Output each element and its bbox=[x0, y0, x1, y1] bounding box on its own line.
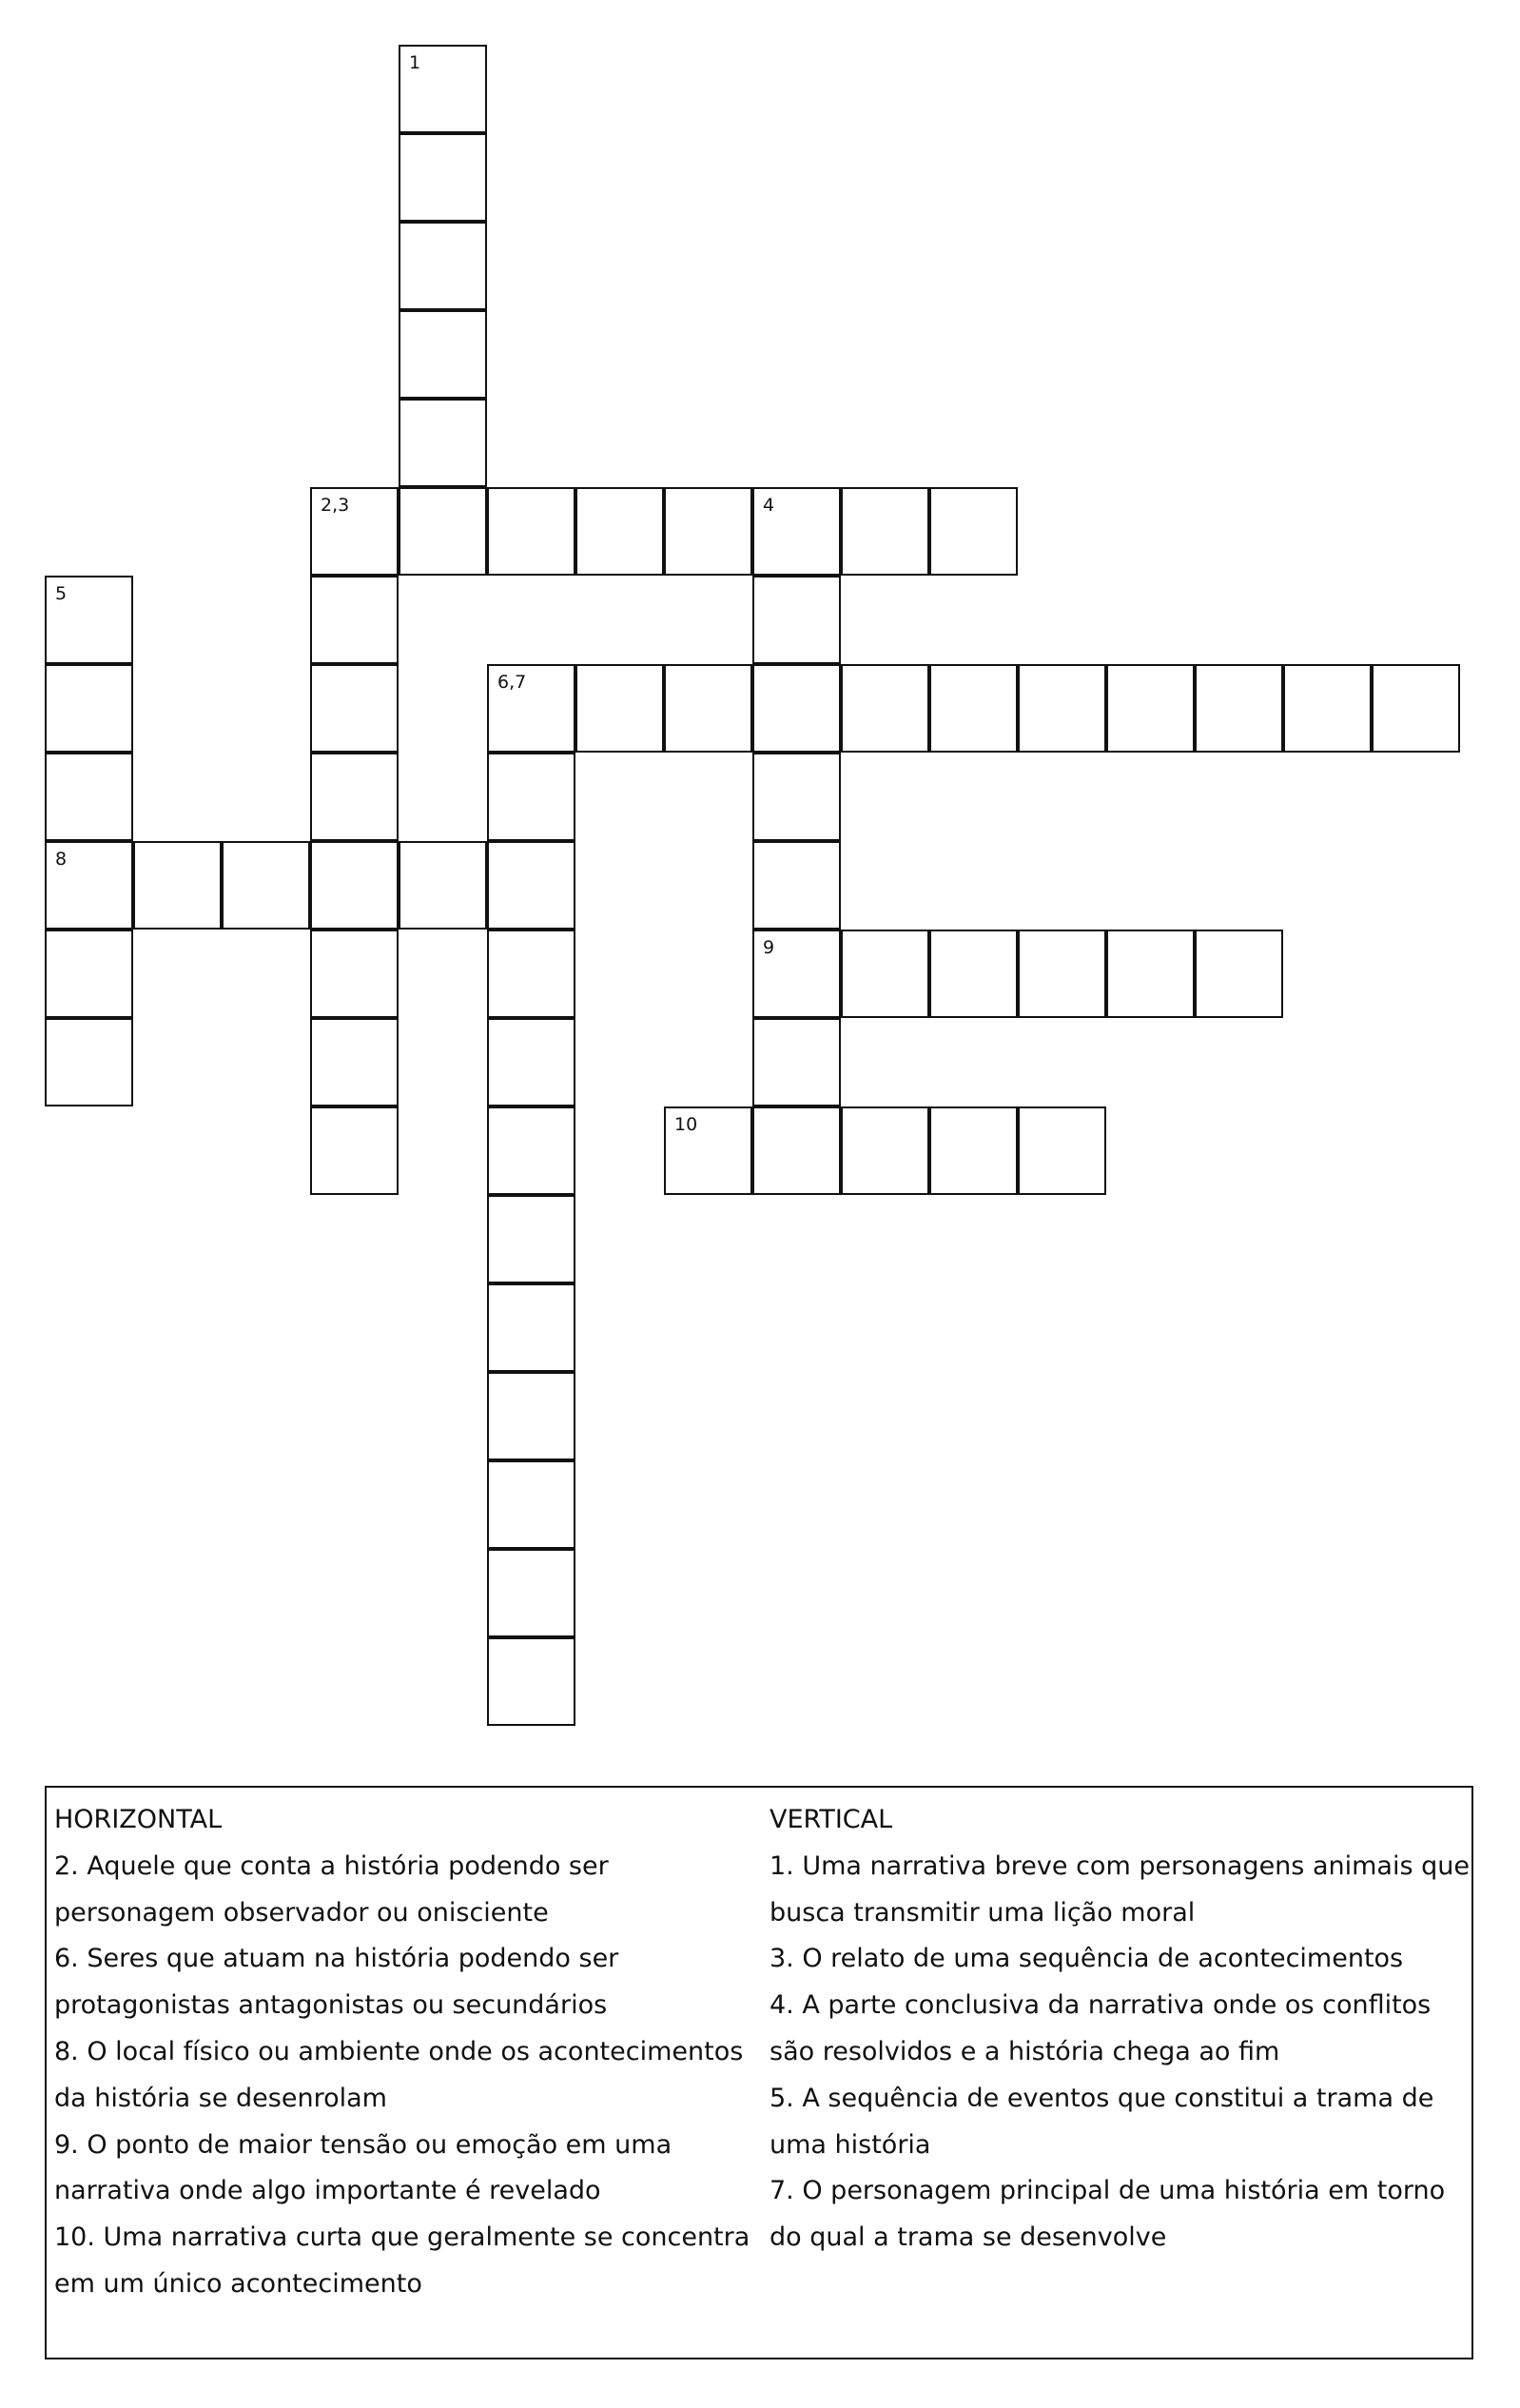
clue-number: 10 bbox=[674, 1114, 698, 1135]
grid-cell[interactable] bbox=[1372, 664, 1460, 753]
grid-cell[interactable] bbox=[310, 664, 399, 753]
grid-cell[interactable] bbox=[133, 841, 222, 930]
grid-cell[interactable] bbox=[1018, 1106, 1106, 1195]
grid-cell[interactable] bbox=[929, 487, 1018, 576]
grid-cell[interactable] bbox=[487, 1549, 575, 1637]
grid-cell[interactable] bbox=[664, 664, 752, 753]
grid-cell[interactable] bbox=[310, 930, 399, 1018]
grid-cell[interactable] bbox=[45, 1018, 133, 1106]
grid-cell[interactable] bbox=[310, 1018, 399, 1106]
clue-number: 8 bbox=[55, 849, 68, 870]
grid-cell[interactable] bbox=[487, 1195, 575, 1283]
clue-number: 4 bbox=[763, 495, 775, 516]
grid-cell[interactable] bbox=[310, 576, 399, 664]
grid-cell[interactable] bbox=[222, 841, 310, 930]
vertical-clue-line: são resolvidos e a história chega ao fim bbox=[770, 2036, 1280, 2066]
clue-number: 1 bbox=[409, 52, 421, 73]
grid-cell[interactable] bbox=[841, 930, 929, 1018]
grid-cell[interactable] bbox=[399, 399, 487, 487]
grid-cell[interactable] bbox=[664, 487, 752, 576]
grid-cell[interactable] bbox=[399, 133, 487, 222]
horizontal-clue-line: personagem observador ou onisciente bbox=[54, 1897, 549, 1928]
vertical-clue-line: 7. O personagem principal de uma história em torno bbox=[770, 2176, 1446, 2206]
vertical-clue-line: 4. A parte conclusiva da narrativa onde os conflitos bbox=[770, 1990, 1432, 2021]
grid-cell[interactable] bbox=[487, 841, 575, 930]
grid-cell[interactable] bbox=[487, 930, 575, 1018]
horizontal-clues bbox=[54, 1797, 777, 2308]
vertical-clue-line: 1. Uma narrativa breve com personagens animais que bbox=[770, 1850, 1470, 1881]
clue-number: 5 bbox=[55, 583, 68, 604]
grid-cell[interactable] bbox=[487, 1372, 575, 1460]
grid-cell[interactable] bbox=[45, 576, 133, 664]
horizontal-clue-line: em um único acontecimento bbox=[54, 2268, 422, 2299]
grid-cell[interactable] bbox=[310, 841, 399, 930]
grid-cell[interactable] bbox=[399, 310, 487, 399]
grid-cell[interactable] bbox=[487, 1460, 575, 1549]
vertical-clues bbox=[770, 1797, 1469, 2261]
horizontal-heading: HORIZONTAL bbox=[54, 1805, 223, 1834]
grid-cell[interactable] bbox=[399, 45, 487, 133]
grid-cell[interactable] bbox=[929, 930, 1018, 1018]
vertical-clue-line: 3. O relato de uma sequência de acontecimentos bbox=[770, 1944, 1404, 1974]
clues-box bbox=[45, 1786, 1473, 2359]
grid-cell[interactable] bbox=[45, 753, 133, 841]
grid-cell[interactable] bbox=[487, 1106, 575, 1195]
grid-cell[interactable] bbox=[399, 222, 487, 310]
grid-cell[interactable] bbox=[752, 1106, 841, 1195]
grid-cell[interactable] bbox=[1018, 930, 1106, 1018]
grid-cell[interactable] bbox=[752, 487, 841, 576]
horizontal-clue-line: narrativa onde algo importante é revelado bbox=[54, 2176, 601, 2206]
horizontal-clue-line: 9. O ponto de maior tensão ou emoção em uma bbox=[54, 2129, 672, 2160]
grid-cell[interactable] bbox=[575, 664, 664, 753]
vertical-clue-line: uma história bbox=[770, 2129, 931, 2160]
grid-cell[interactable] bbox=[45, 930, 133, 1018]
grid-cell[interactable] bbox=[664, 1106, 752, 1195]
grid-cell[interactable] bbox=[310, 487, 399, 576]
grid-cell[interactable] bbox=[752, 1018, 841, 1106]
grid-cell[interactable] bbox=[45, 664, 133, 753]
grid-cell[interactable] bbox=[841, 1106, 929, 1195]
grid-cell[interactable] bbox=[310, 1106, 399, 1195]
grid-cell[interactable] bbox=[487, 753, 575, 841]
grid-cell[interactable] bbox=[752, 753, 841, 841]
grid-cell[interactable] bbox=[752, 841, 841, 930]
grid-cell[interactable] bbox=[399, 487, 487, 576]
grid-cell[interactable] bbox=[399, 841, 487, 930]
grid-cell[interactable] bbox=[841, 487, 929, 576]
vertical-clue-line: do qual a trama se desenvolve bbox=[770, 2222, 1167, 2253]
grid-cell[interactable] bbox=[487, 1637, 575, 1726]
grid-cell[interactable] bbox=[45, 841, 133, 930]
vertical-clue-line: 5. A sequência de eventos que constitui a trama de bbox=[770, 2083, 1434, 2113]
grid-cell[interactable] bbox=[752, 930, 841, 1018]
grid-cell[interactable] bbox=[487, 1018, 575, 1106]
clue-number: 9 bbox=[763, 937, 775, 958]
grid-cell[interactable] bbox=[487, 1283, 575, 1372]
grid-cell[interactable] bbox=[1106, 930, 1195, 1018]
horizontal-clue-line: 6. Seres que atuam na história podendo ser bbox=[54, 1944, 619, 1974]
grid-cell[interactable] bbox=[752, 664, 841, 753]
grid-cell[interactable] bbox=[1018, 664, 1106, 753]
grid-cell[interactable] bbox=[1106, 664, 1195, 753]
clue-number: 6,7 bbox=[497, 672, 527, 693]
horizontal-clue-line: 8. O local físico ou ambiente onde os acontecimentos bbox=[54, 2036, 744, 2066]
grid-cell[interactable] bbox=[575, 487, 664, 576]
vertical-clue-line: busca transmitir uma lição moral bbox=[770, 1897, 1196, 1928]
grid-cell[interactable] bbox=[1195, 930, 1283, 1018]
grid-cell[interactable] bbox=[487, 487, 575, 576]
clue-number: 2,3 bbox=[321, 495, 350, 516]
horizontal-clue-line: protagonistas antagonistas ou secundários bbox=[54, 1990, 608, 2021]
grid-cell[interactable] bbox=[1195, 664, 1283, 753]
grid-cell[interactable] bbox=[1283, 664, 1372, 753]
grid-cell[interactable] bbox=[487, 664, 575, 753]
grid-cell[interactable] bbox=[929, 664, 1018, 753]
grid-cell[interactable] bbox=[841, 664, 929, 753]
horizontal-clue-line: 2. Aquele que conta a história podendo ser bbox=[54, 1850, 609, 1881]
grid-cell[interactable] bbox=[310, 753, 399, 841]
grid-cell[interactable] bbox=[752, 576, 841, 664]
horizontal-clue-line: 10. Uma narrativa curta que geralmente se concentra bbox=[54, 2222, 750, 2253]
grid-cell[interactable] bbox=[929, 1106, 1018, 1195]
horizontal-clue-line: da história se desenrolam bbox=[54, 2083, 387, 2113]
vertical-heading: VERTICAL bbox=[770, 1805, 893, 1834]
